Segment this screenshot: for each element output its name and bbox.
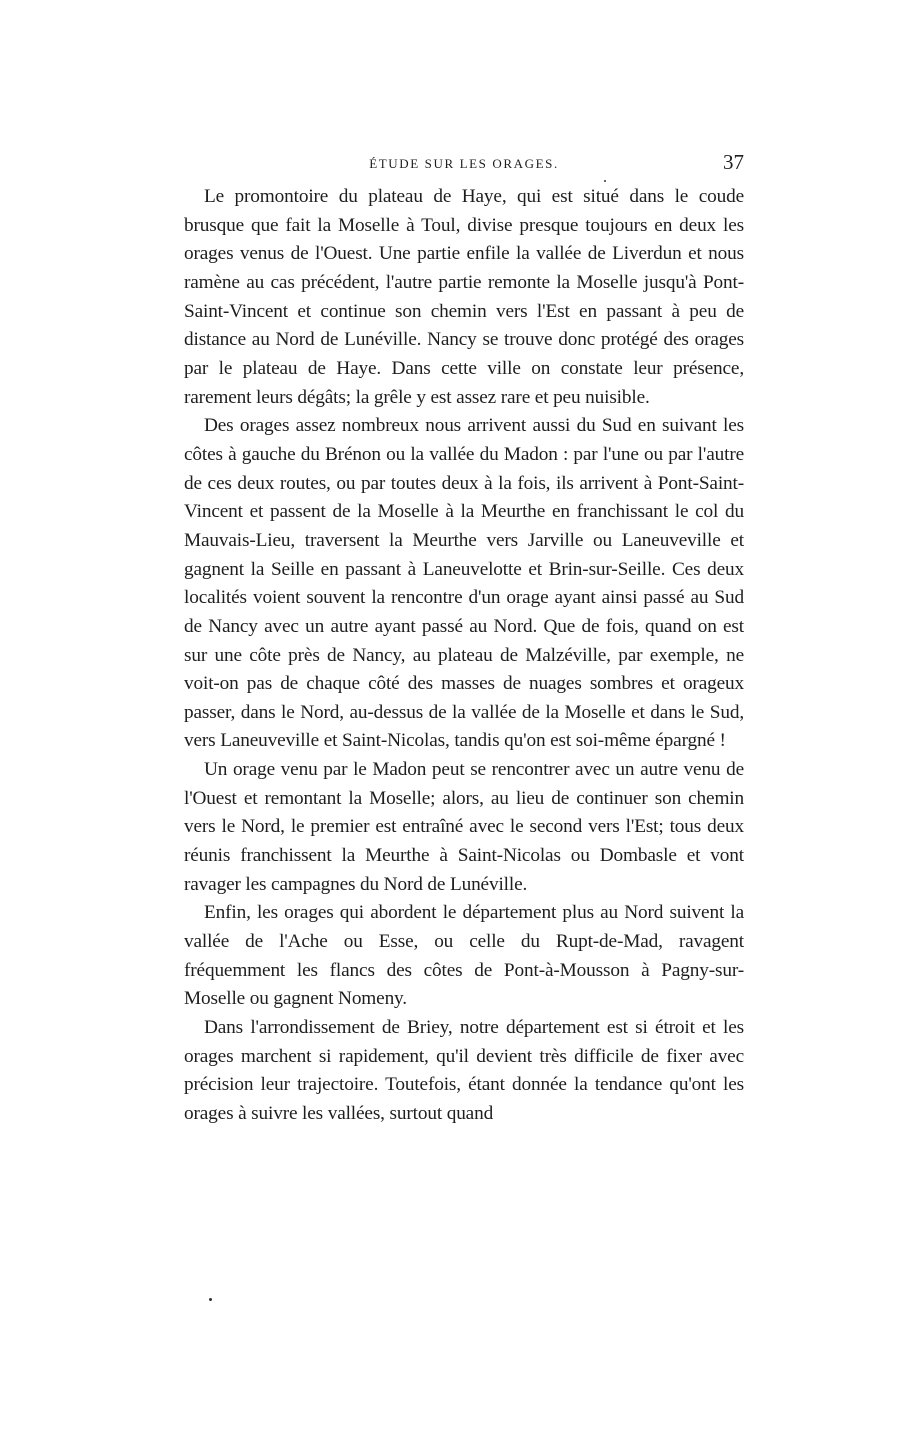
paragraph-3: Un orage venu par le Madon peut se rencontrer avec un autre venu de l'Ouest et remontant la Moselle; alors, au lieu de continuer son chemin vers le Nord, le premier est entraîné avec le second vers l'Est; tous deux réunis franchissent la Meurthe à Saint-Nicolas ou Dombasle et vont ravager les campagnes du Nord de Lunéville. xyxy=(184,759,744,895)
page-number: 37 xyxy=(723,150,744,174)
paragraph-2: Des orages assez nombreux nous arrivent aussi du Sud en suivant les côtes à gauche du Brénon ou la vallée du Madon : par l'une ou par l'autre de ces deux routes, ou par toutes deux à la fois, ils arrivent à Pont-Saint-Vincent et passent de la Moselle à la Meurthe en franchissant le col du Mauvais-Lieu, traversent la Meurthe vers Jarville ou Laneuveville et gagnent la Seille en passant à Laneuvelotte et Brin-sur-Seille. Ces deux localités voient souvent la rencontre d'un orage ayant ainsi passé au Sud de Nancy avec un autre ayant passé au Nord. Que de fois, quand on est sur une côte près de Nancy, au plateau de Malzéville, par exemple, ne voit-on pas de chaque côté des masses de nuages sombres et orageux passer, dans le Nord, au-dessus de la vallée de la Moselle et dans le Sud, vers Laneuveville et Saint-Nicolas, tandis qu'on est soi-même épargné ! xyxy=(184,415,744,752)
running-head xyxy=(184,150,744,180)
ink-speck xyxy=(209,1298,212,1301)
body-text xyxy=(184,183,744,1129)
paragraph-5: Dans l'arrondissement de Briey, notre département est si étroit et les orages marchent si rapidement, qu'il devient très difficile de fixer avec précision leur trajectoire. Toutefois, étant donnée la tendance qu'ont les orages à suivre les vallées, surtout quand xyxy=(184,1017,744,1124)
paragraph-4: Enfin, les orages qui abordent le département plus au Nord suivent la vallée de l'Ache ou Esse, ou celle du Rupt-de-Mad, ravagent fréquemment les flancs des côtes de Pont-à-Mousson à Pagny-sur-Moselle ou gagnent Nomeny. xyxy=(184,902,744,1010)
ink-speck xyxy=(604,180,606,182)
running-title: ÉTUDE SUR LES ORAGES. xyxy=(369,156,559,171)
paragraph-1: Le promontoire du plateau de Haye, qui est situé dans le coude brusque que fait la Moselle à Toul, divise presque toujours en deux les orages venus de l'Ouest. Une partie enfile la vallée de Liverdun et nous ramène au cas précédent, l'autre partie remonte la Moselle jusqu'à Pont-Saint-Vincent et continue son chemin vers l'Est en passant à peu de distance au Nord de Lunéville. Nancy se trouve donc protégé des orages par le plateau de Haye. Dans cette ville on constate leur présence, rarement leurs dégâts; la grêle y est assez rare et peu nuisible. xyxy=(184,186,744,408)
